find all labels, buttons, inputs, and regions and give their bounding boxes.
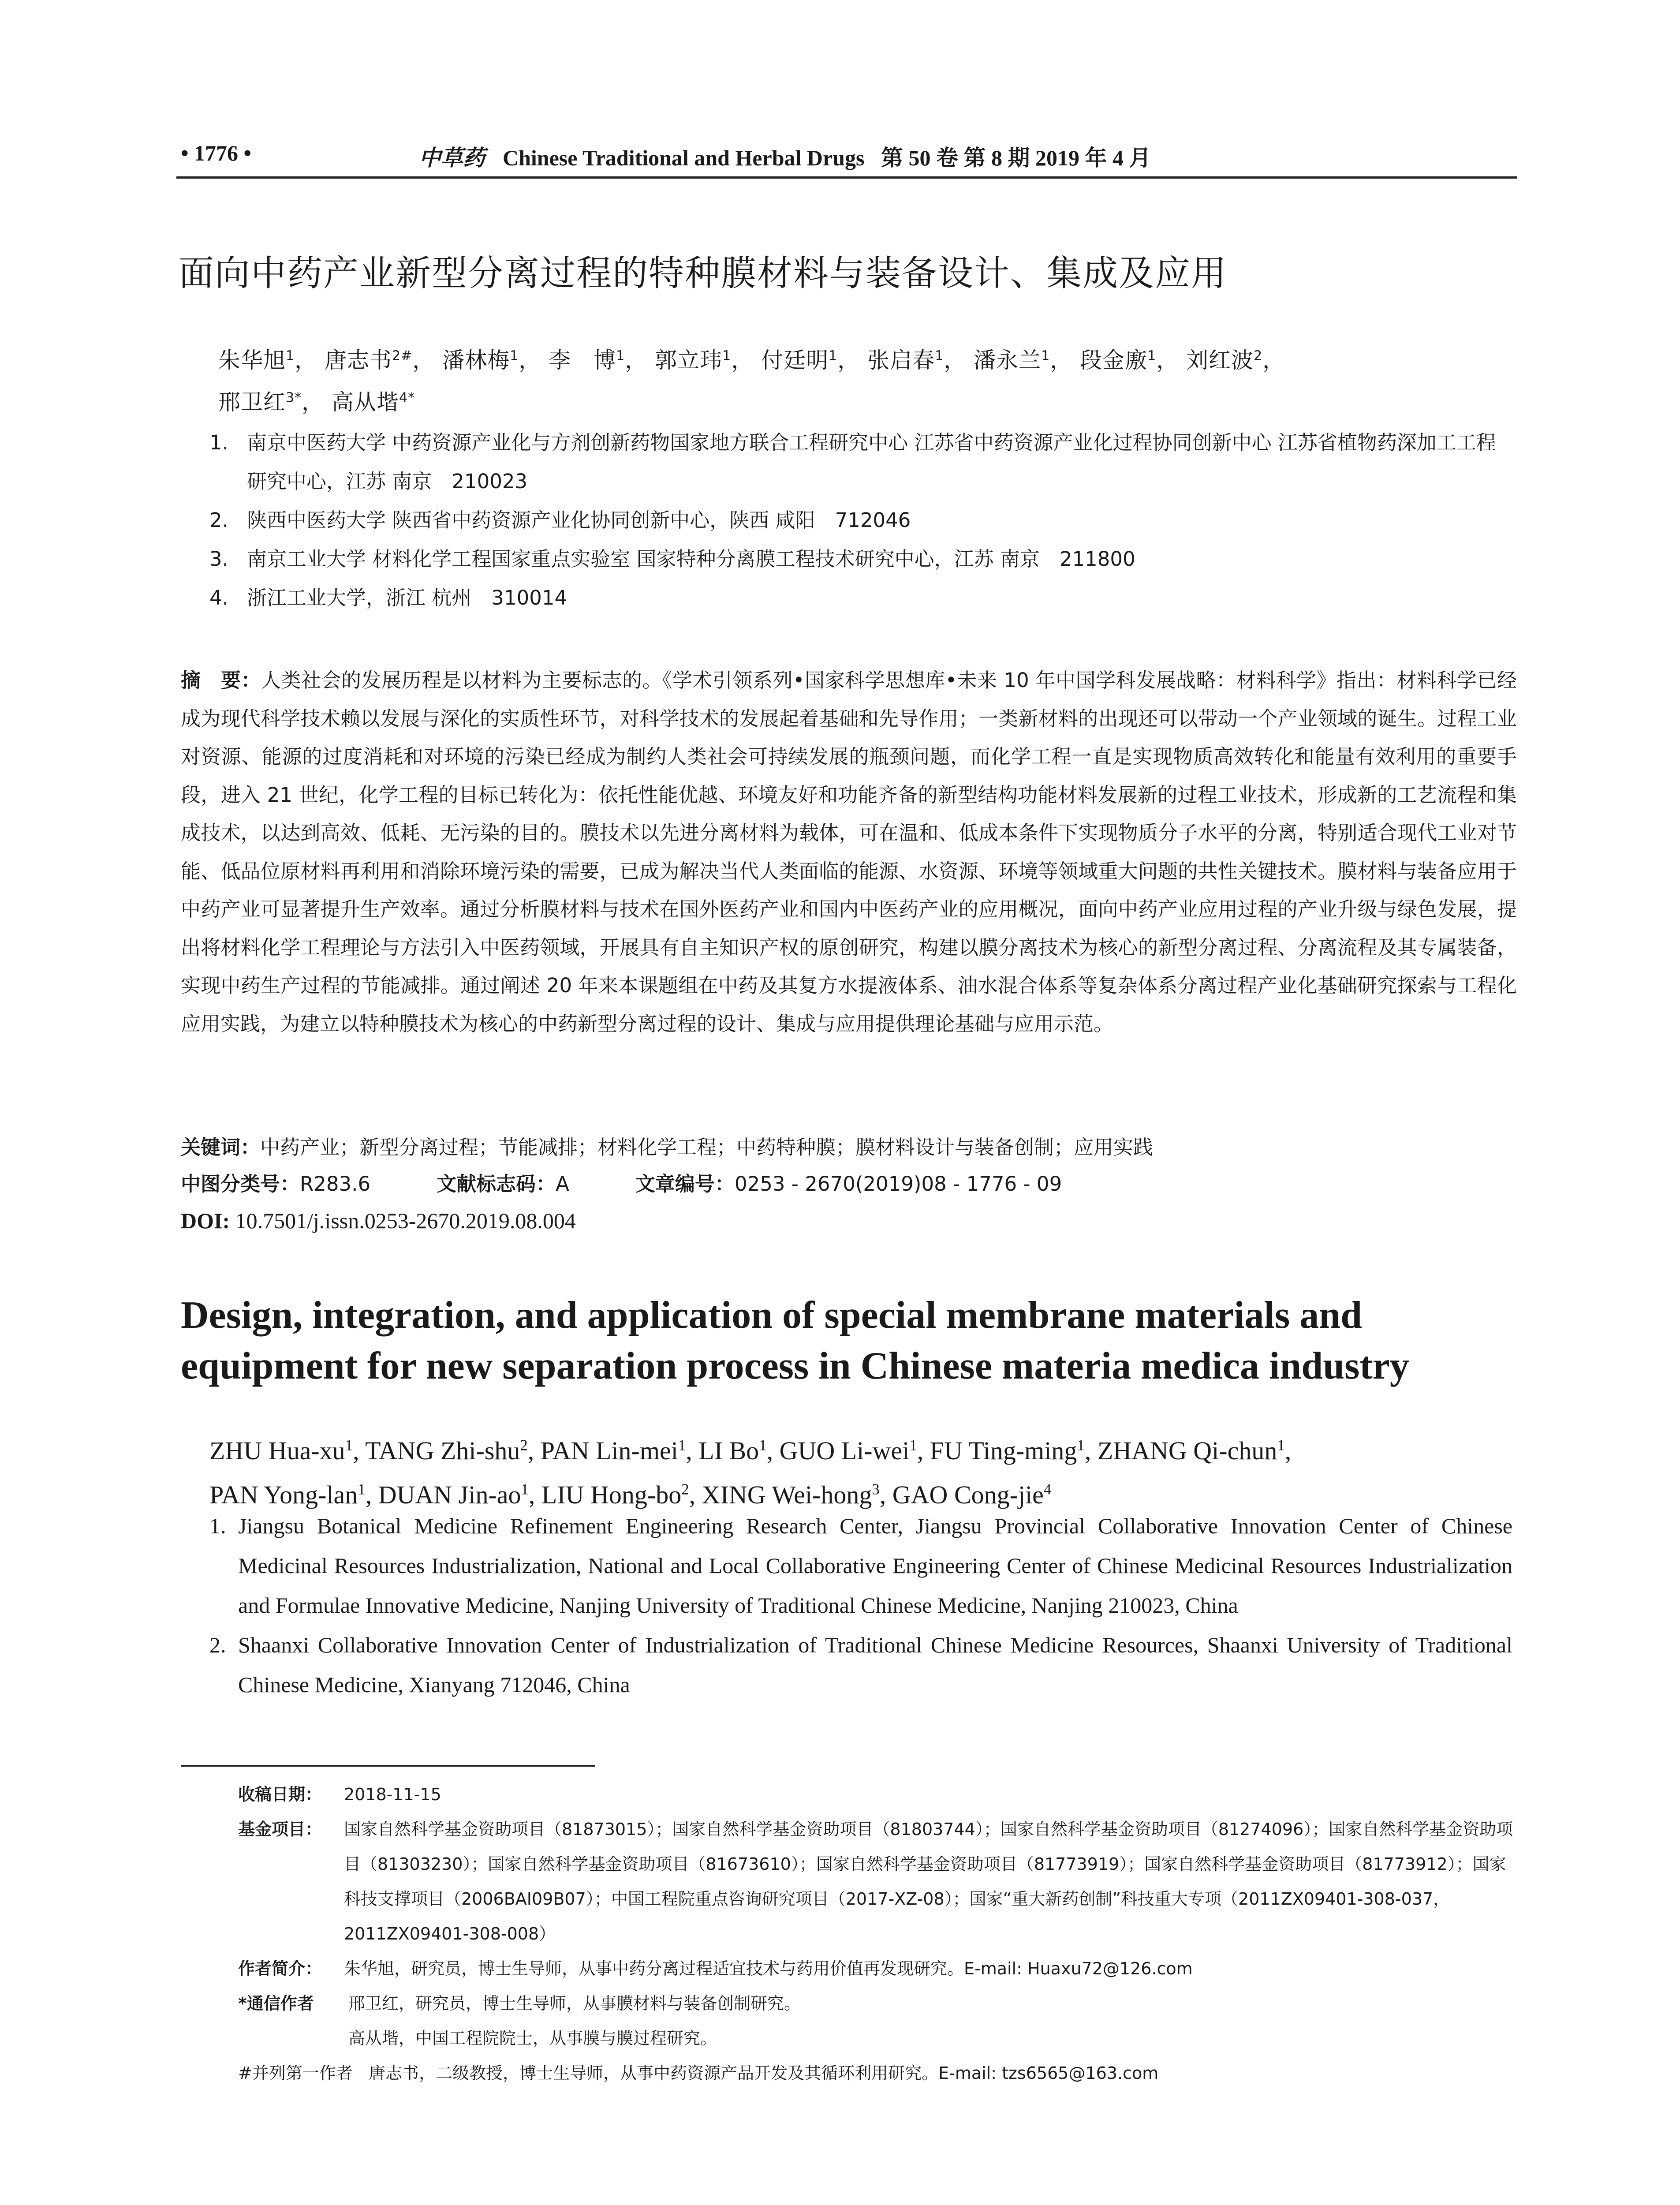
- author-cn: 唐志书$^{2\#}$: [325, 348, 413, 373]
- abstract-text: 人类社会的发展历程是以材料为主要标志的。《学术引领系列•国家科学思想库•未来 10 年中国学科发展战略：材料科学》指出：材料科学已经成为现代科学技术赖以发展与深化的实质性环节，对科学技术的发展起着基础和先导作用；一类新材料的出现还可以带动一个产业领域的诞生。过程工业对资源、能源的过度消耗和对环境的污染已经成为制约人类社会可持续发展的瓶颈问题，而化学工程一直是实现物质高效转化和能量有效利用的重要手段，进入 21 世纪，化学工程的目标已转化为：依托性能优越、环境友好和功能齐备的新型结构功能材料发展新的过程工业技术，形成新的工艺流程和集成技术，以达到高效、低耗、无污染的目的。膜技术以先进分离材料为载体，可在温和、低成本条件下实现物质分子水平的分离，特别适合现代工业对节能、低品位原材料再利用和消除环境污染的需要，已成为解决当代人类面临的能源、水资源、环境等领域重大问题的共性关键技术。膜材料与装备应用于中药产业可显著提升生产效率。通过分析膜材料与技术在国外医药产业和国内中医药产业的应用概况，面向中药产业应用过程的产业升级与绿色发展，提出将材料化学工程理论与方法引入中医药领域，开展具有自主知识产权的原创研究，构建以膜分离技术为核心的新型分离过程、分离流程及其专属装备，实现中药生产过程的节能减排。通过阐述 20 年来本课题组在中药及其复方水提液体系、油水混合体系等复杂体系分离过程产业化基础研究探索与工程化应用实践，为建立以特种膜技术为核心的中药新型分离过程的设计、集成与应用提供理论基础与应用示范。: [181, 669, 1517, 1035]
- affiliation-cn: 3. 南京工业大学 材料化学工程国家重点实验室 国家特种分离膜工程技术研究中心，江苏 南京 211800: [209, 547, 1135, 571]
- affiliation-en: 2. Shaanxi Collaborative Innovation Center of Industrialization of Traditional Chinese Medicine Resources, Shaanxi University of Traditional Chinese Medicine, Xianyang 712046, China: [209, 1633, 1512, 1697]
- affiliation-cn: 1. 南京中医药大学 中药资源产业化与方剂创新药物国家地方联合工程研究中心 江苏省中药资源产业化过程协同创新中心 江苏省植物药深加工工程研究中心，江苏 南京 210023: [209, 431, 1496, 493]
- author-en: PAN Lin-mei$^1$: [540, 1436, 686, 1465]
- doi-line: DOI: 10.7501/j.issn.0253-2670.2019.08.004: [181, 1208, 576, 1233]
- author-cn: 刘红波$^2$: [1186, 348, 1263, 373]
- title-en: Design, integration, and application of special membrane materials and equipment for new separation process in Chinese materia medica industry: [181, 1294, 1409, 1387]
- page-number: • 1776 •: [181, 141, 252, 165]
- footnote-rule: [181, 1765, 595, 1767]
- footnote-fund: 基金项目： 国家自然科学基金资助项目（81873015）；国家自然科学基金资助项目（81803744）；国家自然科学基金资助项目（81274096）；国家自然科学基金资助项目（81303230）；国家自然科学基金资助项目（81673610）；国家自然科学基金资助项目（81773919）；国家自然科学基金资助项目（81773912）；国家科技支撑项目（2006BAI09B07）；中国工程院重点咨询研究项目（2017-XZ-08）；国家“重大新药创制”科技重大专项（2011ZX09401-308-037，2011ZX09401-308-008）: [238, 1820, 1513, 1943]
- author-cn: 段金廒$^1$: [1080, 348, 1157, 373]
- classification-line: 中图分类号：R283.6 文献标志码：A 文章编号：0253 - 2670(2019)08 - 1776 - 09: [181, 1172, 1062, 1196]
- affiliation-cn: 4. 浙江工业大学，浙江 杭州 310014: [209, 586, 567, 609]
- author-en: FU Ting-ming$^1$: [930, 1436, 1085, 1465]
- author-cn: 潘永兰$^1$: [974, 348, 1050, 373]
- journal-name-en: Chinese Traditional and Herbal Drugs: [503, 146, 865, 170]
- author-cn: 邢卫红$^{3*}$: [218, 389, 302, 415]
- title-cn: 面向中药产业新型分离过程的特种膜材料与装备设计、集成及应用: [179, 253, 1227, 294]
- affiliation-en: 1. Jiangsu Botanical Medicine Refinement Engineering Research Center, Jiangsu Provincial Collaborative Innovation Center of Chinese Medicinal Resources Industrialization, National and Local Collaborative Engineering Center of Chinese Medicinal Resources Industrialization and Formulae Innovative Medicine, Nanjing University of Traditional Chinese Medicine, Nanjing 210023, China: [209, 1514, 1512, 1618]
- affiliations-cn: [209, 423, 1515, 617]
- author-en: GUO Li-wei$^1$: [779, 1436, 917, 1465]
- author-cn: 朱华旭$^1$: [218, 348, 295, 373]
- abstract-label: 摘 要：: [181, 669, 261, 692]
- author-cn: 郭立玮$^1$: [655, 348, 732, 373]
- issue-info: 第 50 卷 第 8 期 2019 年 4 月: [881, 146, 1151, 170]
- running-header: [181, 140, 1512, 176]
- author-cn: 李 博$^1$: [549, 348, 625, 373]
- footnote-received: 收稿日期： 2018-11-15: [238, 1785, 441, 1804]
- footnote-corresponding-2: 高从堦，中国工程院院士，从事膜与膜过程研究。: [348, 2029, 717, 2048]
- abstract-cn: [181, 662, 1517, 1043]
- author-en: ZHANG Qi-chun$^1$: [1097, 1436, 1285, 1465]
- author-cn: 潘林梅$^1$: [442, 348, 519, 373]
- author-en: TANG Zhi-shu$^2$: [365, 1436, 528, 1465]
- author-en: ZHU Hua-$xu^1$: [209, 1436, 353, 1465]
- author-en: XING Wei-hong$^3$: [702, 1480, 880, 1509]
- keywords-cn: 关键词：中药产业；新型分离过程；节能减排；材料化学工程；中药特种膜；膜材料设计与装备创制；应用实践: [181, 1136, 1154, 1159]
- header-rule: [176, 176, 1517, 179]
- author-cn: 高从堦$^{4*}$: [332, 389, 415, 415]
- journal-logo-cn: 中草药: [419, 145, 485, 171]
- author-en: GAO Cong-jie$^4$: [892, 1480, 1052, 1509]
- author-en: PAN Yong-lan$^1$: [209, 1480, 366, 1509]
- footnote-cofirst: #并列第一作者 唐志书，二级教授，博士生导师，从事中药资源产品开发及其循环利用研究。E-mail: tzs6565@163.com: [238, 2063, 1159, 2083]
- affiliation-cn: 2. 陕西中医药大学 陕西省中药资源产业化协同创新中心，陕西 咸阳 712046: [209, 508, 911, 532]
- author-en: DUAN Jin-$ao^1$: [378, 1480, 529, 1509]
- affiliations-en: [209, 1506, 1512, 1704]
- footnote-corresponding: *通信作者 邢卫红，研究员，博士生导师，从事膜材料与装备创制研究。: [238, 1994, 801, 2013]
- author-cn: 张启春$^1$: [867, 348, 944, 373]
- author-en: LI Bo$^1$: [698, 1436, 767, 1465]
- journal-line: [419, 140, 1151, 172]
- authors-cn: 朱华旭$^1$， 唐志书$^{2\#}$， 潘林梅$^1$， 李 博$^1$， 郭立玮$^1$， 付廷明$^1$， 张启春$^1$， 潘永兰$^1$， 段金廒$^1$， 刘红波$^2$， 邢卫红$^{3*}$， 高从堦$^{4*}$: [218, 348, 1285, 415]
- author-en: LIU Hong-$bo^2$: [541, 1480, 689, 1509]
- author-cn: 付廷明$^1$: [761, 348, 838, 373]
- footnote-author: 作者简介： 朱华旭，研究员，博士生导师，从事中药分离过程适宜技术与药用价值再发现研究。E-mail: Huaxu72@126.com: [238, 1959, 1193, 1978]
- footnotes: [238, 1777, 1517, 2091]
- authors-en: ZHU Hua-$xu^1$, TANG Zhi-shu$^2$, PAN Lin-mei$^1$, LI Bo$^1$, GUO Li-wei$^1$, FU Ting-ming$^1$, ZHANG Qi-chun$^1$, PAN Yong-lan$^1$, DUAN Jin-$ao^1$, LIU Hong-$bo^2$, XING Wei-hong$^3$, GAO Cong-jie$^4$: [209, 1436, 1292, 1509]
